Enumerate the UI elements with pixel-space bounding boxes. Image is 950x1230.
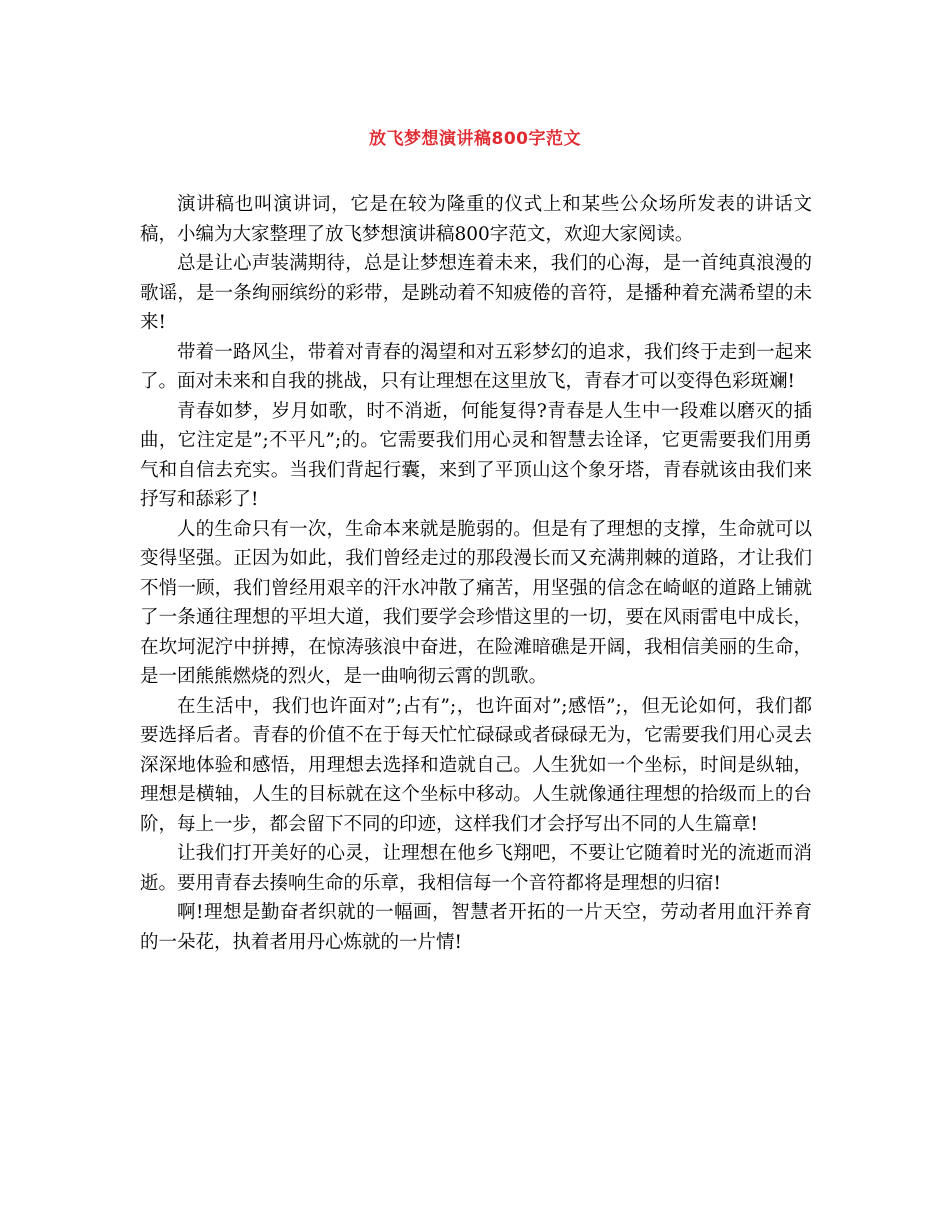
paragraph-5: 人的生命只有一次，生命本来就是脆弱的。但是有了理想的支撑，生命就可以变得坚强。正因为如此，我们曾经走过的那段漫长而又充满荆棘的道路，才让我们不悄一顾，我们曾经用艰辛的汗水冲散了痛苦，用坚强的信念在崎岖的道路上铺就了一条通往理想的平坦大道，我们要学会珍惜这里的一切，要在风雨雷电中成长，在坎坷泥泞中拼搏，在惊涛骇浪中奋进，在险滩暗礁是开阔，我相信美丽的生命，是一团熊熊燃烧的烈火，是一曲响彻云霄的凯歌。	[140, 518, 812, 687]
document-body	[140, 190, 812, 957]
paragraph-2: 总是让心声装满期待，总是让梦想连着未来，我们的心海，是一首纯真浪漫的歌谣，是一条绚丽缤纷的彩带，是跳动着不知疲倦的音符，是播种着充满希望的未来!	[140, 253, 812, 333]
paragraph-7: 让我们打开美好的心灵，让理想在他乡飞翔吧，不要让它随着时光的流逝而消逝。要用青春去揍响生命的乐章，我相信每一个音符都将是理想的归宿!	[140, 843, 812, 894]
paragraph-4: 青春如梦，岁月如歌，时不消逝，何能复得?青春是人生中一段难以磨灭的插曲，它注定是”;不平凡”;的。它需要我们用心灵和智慧去诠译，它更需要我们用勇气和自信去充实。当我们背起行囊，来到了平顶山这个象牙塔，青春就该由我们来抒写和舔彩了!	[140, 400, 812, 510]
paragraph-3: 带着一路风尘，带着对青春的渴望和对五彩梦幻的追求，我们终于走到一起来了。面对未来和自我的挑战，只有让理想在这里放飞，青春才可以变得色彩斑斓!	[140, 341, 812, 392]
document-title: 放飞梦想演讲稿800字范文	[369, 129, 581, 149]
paragraph-6: 在生活中，我们也许面对”;占有”;，也许面对”;感悟”;，但无论如何，我们都要选择后者。青春的价值不在于每天忙忙碌碌或者碌碌无为，它需要我们用心灵去深深地体验和感悟，用理想去选择和造就自己。人生犹如一个坐标，时间是纵轴，理想是横轴，人生的目标就在这个坐标中移动。人生就像通往理想的拾级而上的台阶，每上一步，都会留下不同的印迹，这样我们才会抒写出不同的人生篇章!	[140, 695, 812, 835]
paragraph-8: 啊!理想是勤奋者织就的一幅画，智慧者开拓的一片天空，劳动者用血汗养育的一朵花，执着者用丹心炼就的一片情!	[140, 902, 812, 953]
paragraph-1: 演讲稿也叫演讲词，它是在较为隆重的仪式上和某些公众场所发表的讲话文稿，小编为大家整理了放飞梦想演讲稿800字范文，欢迎大家阅读。	[140, 194, 812, 245]
